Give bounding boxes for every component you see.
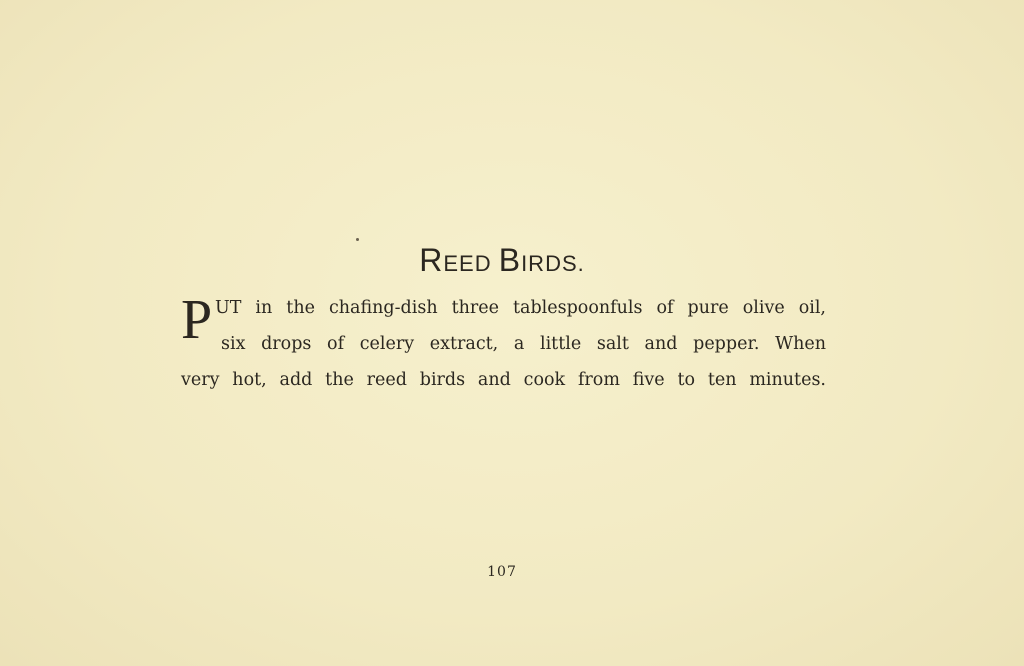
title-initial-1: R bbox=[419, 242, 444, 278]
ink-speck bbox=[356, 238, 359, 241]
paragraph-line-2: six drops of celery extract, a little salt and pepper. When bbox=[221, 334, 826, 354]
drop-cap: P bbox=[181, 289, 213, 351]
recipe-paragraph bbox=[181, 290, 826, 398]
paragraph-line-3: very hot, add the reed birds and cook from five to ten minutes. bbox=[181, 370, 826, 390]
title-rest-2: IRDS. bbox=[521, 251, 585, 276]
title-initial-2: B bbox=[498, 242, 522, 278]
title-rest-1: EED bbox=[443, 251, 492, 276]
page-number: 107 bbox=[487, 564, 517, 580]
recipe-title bbox=[0, 242, 1004, 279]
paragraph-line-1: UT in the chafing-dish three tablespoonfuls of pure olive oil, bbox=[215, 298, 826, 318]
